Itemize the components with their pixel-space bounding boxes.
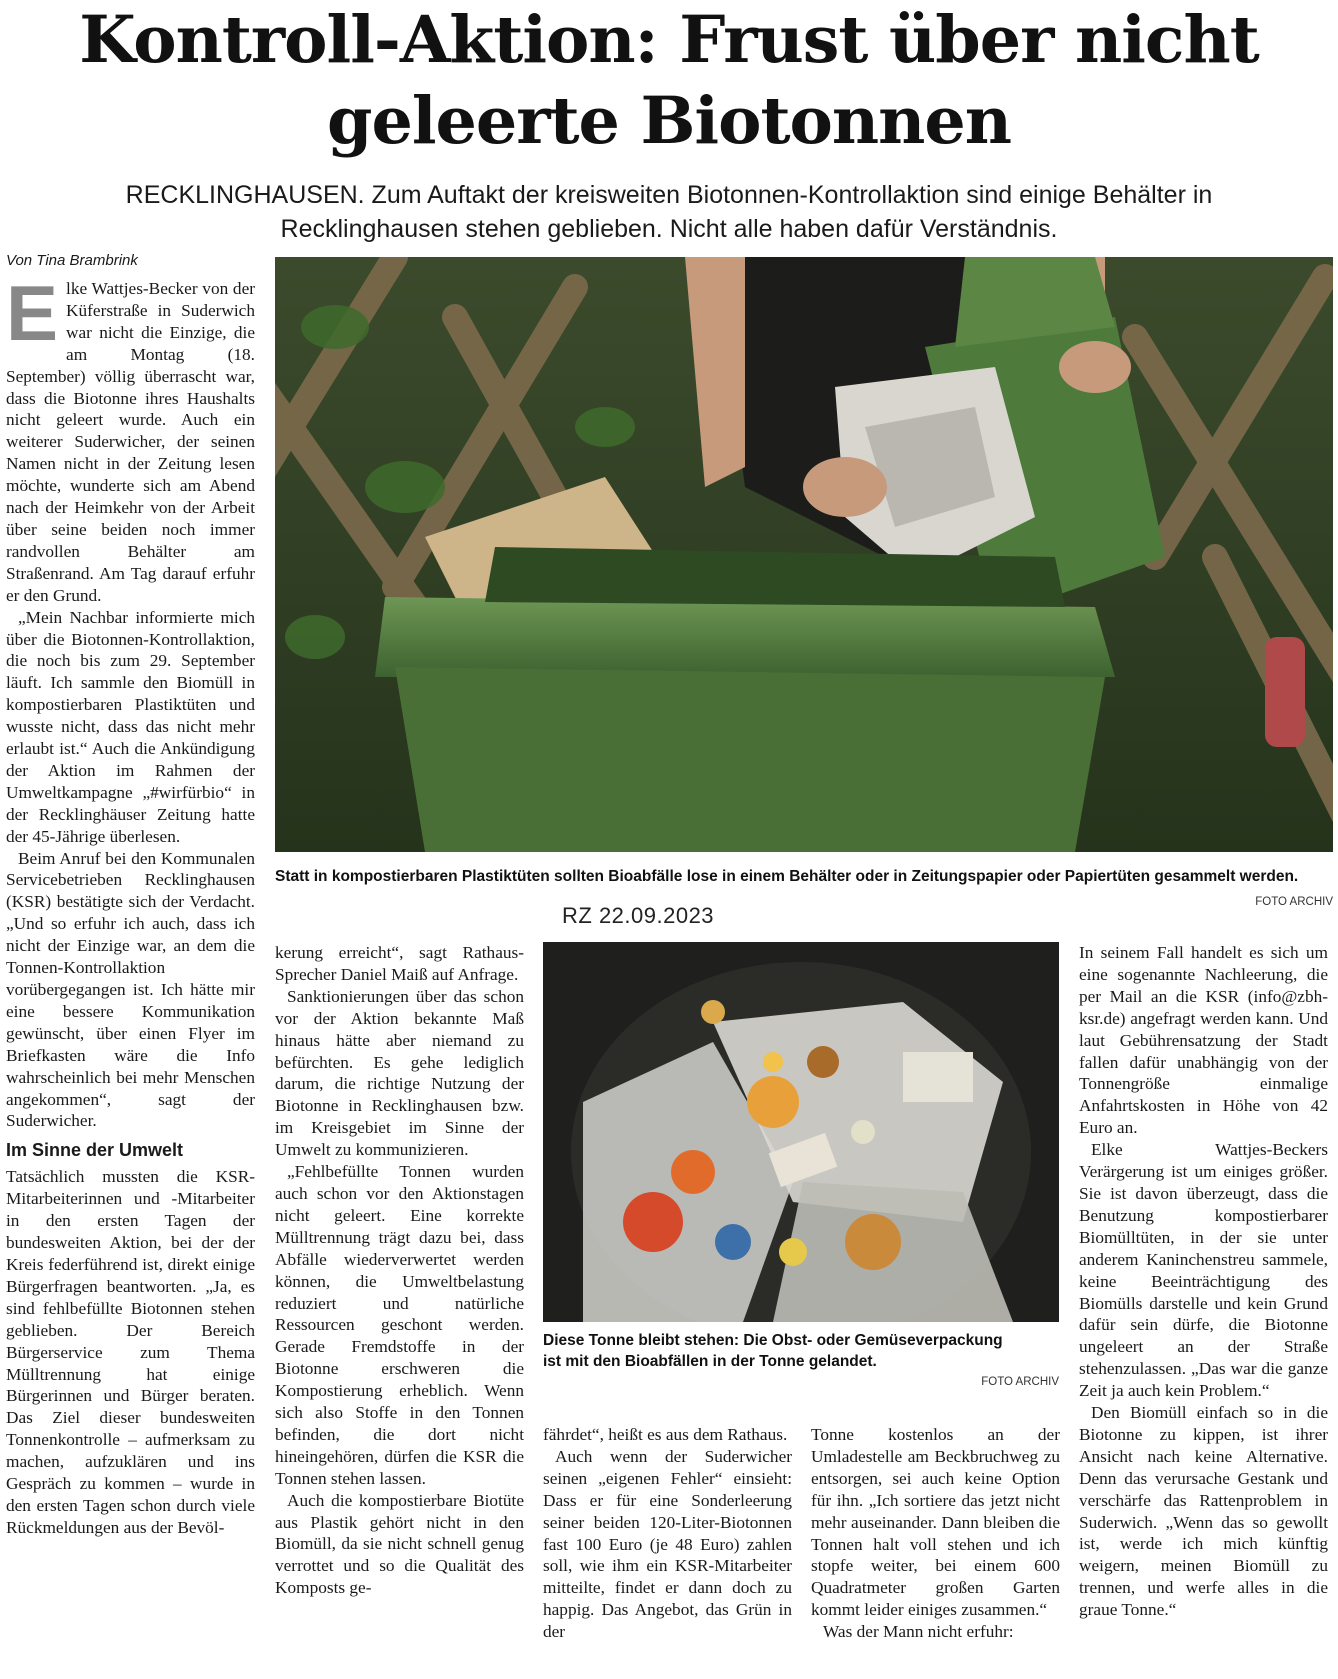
headline [0, 0, 1338, 162]
col2-paragraph-2: Sanktionierungen über das schon vor der Aktion bekannte Maß hinaus hätte aber niemand zu befürchten. Es gehe lediglich darum, die richtige Nutzung der Biotonne in Recklinghausen bzw. im Kreisgebiet im Sinne der Umwelt zu kommunizieren. [275, 986, 524, 1160]
bin-photo-caption: Diese Tonne bleibt stehen: Die Obst- oder Gemüseverpackung ist mit den Bioabfällen in der Tonne gelandet. [543, 1332, 1003, 1370]
col2-paragraph-1: kerung erreicht“, sagt Rathaus-Sprecher Daniel Maiß auf Anfrage. [275, 943, 524, 984]
col5-paragraph-2: Elke Wattjes-Beckers Verärgerung ist um einiges größer. Sie ist davon überzeugt, dass die Benutzung kompostierbarer Biomülltüten, in der sie unter anderem Kaninchenstreu sammele, keine Beeinträchtigung des Biomülls darstelle und kein Grund dafür sein dürfe, die Biotonne ungeleert an der Straße stehenzulassen. „Das war die ganze Zeit ja auch kein Problem.“ [1079, 1140, 1328, 1401]
byline: Von Tina Brambrink [6, 252, 138, 269]
main-photo [275, 257, 1333, 852]
main-photo-caption: Statt in kompostierbaren Plastiktüten sollten Bioabfälle lose in einem Behälter oder in Zeitungspapier oder Papiertüten gesammelt werden. [275, 868, 1299, 885]
col2-paragraph-3: „Fehlbefüllte Tonnen wurden auch schon vor den Aktionstagen nicht geleert. Eine korrekte Mülltrennung trägt dazu bei, dass Abfälle wiederverwertet werden können, die Umweltbelastung reduziert und natürliche Ressourcen geschont werden. Gerade Fremdstoffe in der Biotonne erschweren die Kompostierung erheblich. Wenn sich also Stoffe in den Tonnen befinden, die dort nicht hineingehören, dürfen die KSR die Tonnen stehen lassen. [275, 1162, 524, 1488]
col5-paragraph-1: In seinem Fall handelt es sich um eine sogenannte Nachleerung, die per Mail an die KSR (info@zbh-ksr.de) angefragt werden kann. Und laut Gebührensatzung der Stadt fallen dafür unabhängig von der Tonnengröße einmalige Anfahrtskosten in Höhe von 42 Euro an. [1079, 943, 1328, 1138]
col1-paragraph-3: Beim Anruf bei den Kommunalen Servicebetrieben Recklinghausen (KSR) bestätigte sich der Verdacht. „Und so erfuhr ich auch, dass ich nicht der Einzige war, an dem die Tonnen-Kontrollaktion vorübergegangen ist. Ich hätte mir eine bessere Kommunikation gewünscht, über einen Flyer im Briefkasten wäre die Info wahrscheinlich bei mehr Menschen angekommen“, sagt der Suderwicher. [6, 848, 255, 1131]
col4-paragraph-2: Was der Mann nicht erfuhr: [823, 1622, 1014, 1642]
dropcap: E [6, 269, 59, 357]
column-1 [6, 269, 255, 1539]
col1-paragraph-4: Tatsächlich mussten die KSR-Mitarbeiterinnen und -Mitarbeiter in den ersten Tagen der bundesweiten Aktion, bei der der Kreis federführend ist, direkt einige Bürgerfragen beantworten. „Ja, es sind fehlbefüllte Biotonnen stehen geblieben. Der Bereich Bürgerservice zum Thema Mülltrennung hat einige Bürgerinnen und Bürger beraten. Das Ziel dieser bundesweiten Tonnenkontrolle – aufmerksam zu machen, aufzuklären und ins Gespräch zu kommen – wurde in den ersten Tagen schon durch viele Rückmeldungen aus der Bevöl- [6, 1167, 255, 1537]
headline-line-2: geleerte Biotonnen [327, 83, 1011, 159]
headline-line-1: Kontroll-Aktion: Frust über nicht [79, 2, 1259, 78]
subheading: Im Sinne der Umwelt [6, 1140, 184, 1161]
main-photo-credit: FOTO ARCHIV [1255, 896, 1333, 908]
col4-paragraph-1: Tonne kostenlos an der Umladestelle am Beckbruchweg zu entsorgen, sei auch keine Option für ihn. „Ich sortiere das jetzt nicht mehr auseinander. Dann bleiben die Tonnen halt voll stehen und ich stopfe weiter, bei einem 600 Quadratmeter großen Garten kommt leider einiges zusammen.“ [811, 1425, 1060, 1620]
col1-paragraph-2: „Mein Nachbar informierte mich über die Biotonnen-Kontrollaktion, die noch bis zum 29. September läuft. Ich sammle den Biomüll in kompostierbaren Plastiktüten und wusste nicht, dass das nicht mehr erlaubt ist.“ Auch die Ankündigung der Aktion im Rahmen der Umweltkampagne „#wirfürbio“ in der Recklinghäuser Zeitung hatte der 45-Jährige überlesen. [6, 607, 255, 846]
col3-paragraph-2: Auch wenn der Suderwicher seinen „eigenen Fehler“ einsieht: Dass er für eine Sonderleerung seiner beiden 120-Liter-Biotonnen fast 100 Euro (je 48 Euro) zahlen soll, wie ihm ein KSR-Mitarbeiter mitteilte, findet er dann doch zu happig. Das Angebot, das Grün in der [543, 1446, 792, 1642]
col3-paragraph-1: fährdet“, heißt es aus dem Rathaus. [543, 1425, 788, 1444]
bin-photo [543, 942, 1059, 1322]
col1-paragraph-1 [6, 269, 255, 607]
column-3 [543, 1424, 792, 1643]
bin-photo-credit: FOTO ARCHIV [981, 1376, 1059, 1388]
col5-paragraph-3: Den Biomüll einfach so in die Biotonne zu kippen, ist ihrer Ansicht nach keine Alternative. Denn das verursache Gestank und verschärfe das Rattenproblem in Suderwich. „Wenn das so gewollt ist, werde ich mich künftig weigern, meinen Biomüll zu trennen, und werfe alles in die graue Tonne.“ [1079, 1403, 1328, 1620]
lead-paragraph: RECKLINGHAUSEN. Zum Auftakt der kreisweiten Biotonnen-Kontrollaktion sind einige Behälter in Recklinghausen stehen geblieben. Nicht alle haben dafür Verständnis. [125, 181, 1213, 243]
column-5 [1079, 942, 1328, 1621]
column-2 [275, 942, 524, 1599]
date-stamp: RZ 22.09.2023 [562, 903, 715, 928]
col1-p1-text: lke Wattjes-Becker von der Küferstraße in Suderwich war nicht die Einzige, die am Montag (18. September) völlig überrascht war, dass die Biotonne ihres Haushalts nicht geleert wurde. Auch ein weiterer Suderwicher, der seinen Namen nicht in der Zeitung lesen möchte, wunderte sich am Abend nach der Heimkehr von der Arbeit über seine beiden noch immer randvollen Behälter am Straßenrand. Am Tag darauf erfuhr er den Grund. [6, 279, 255, 605]
column-4 [811, 1424, 1060, 1643]
col2-paragraph-4: Auch die kompostierbare Biotüte aus Plastik gehört nicht in den Biomüll, da sie nicht schnell genug verrottet und so die Qualität des Komposts ge- [275, 1490, 524, 1598]
